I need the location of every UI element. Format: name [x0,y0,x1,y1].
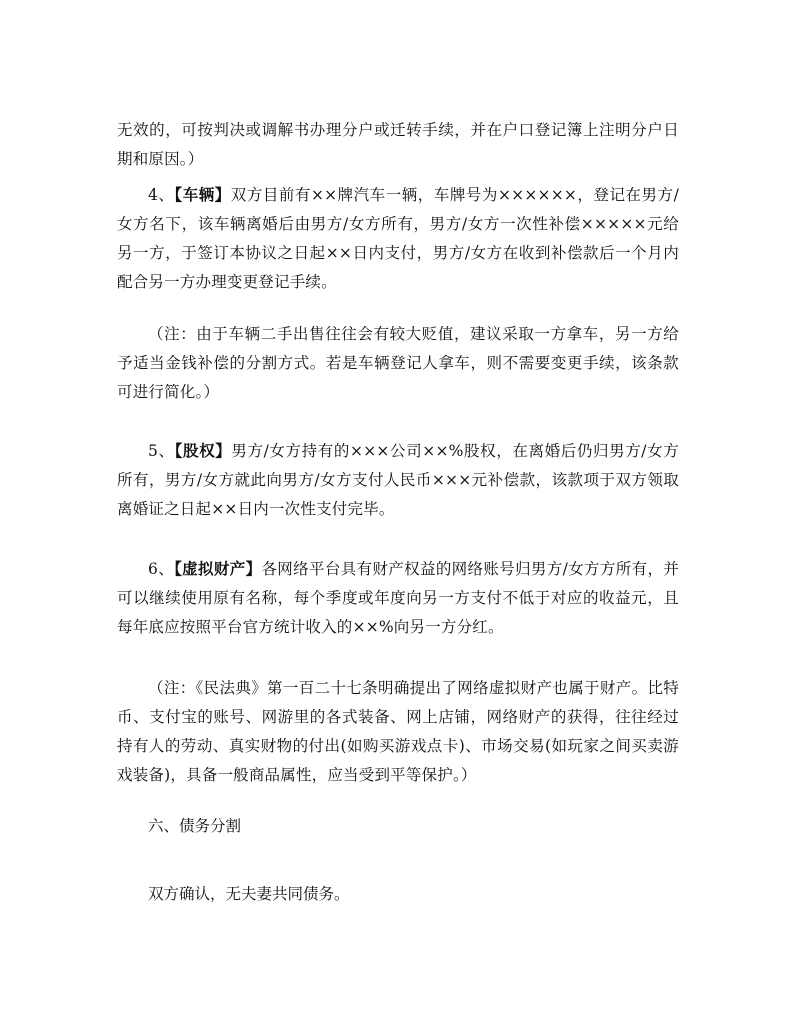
equity-title: 【股权】 [174,441,232,460]
equity-paragraph [117,436,679,524]
vehicle-paragraph [117,180,679,297]
intro-paragraph: 无效的，可按判决或调解书办理分户或迁转手续，并在户口登记簿上注明分户日期和原因。） [117,121,679,168]
vehicle-number: 4、 [148,186,175,204]
virtual-property-paragraph [117,554,679,642]
equity-number: 5、 [148,442,175,460]
vehicle-title: 【车辆】 [174,185,231,204]
virtual-note-paragraph: （注：《民法典》第一百二十七条明确提出了网络虚拟财产也属于财产。比特币、支付宝的账号、网游里的各式装备、网上店铺，网络财产的获得，往往经过持有人的劳动、真实财物的付出(如购买游戏点卡)、市场交易(如玩家之间买卖游戏装备)，具备一般商品属性，应当受到平等保护。） [117,679,679,784]
section-heading-debt: 六、债务分割 [148,817,242,835]
virtual-number: 6、 [148,560,175,578]
virtual-body: 各网络平台具有财产权益的网络账号归男方/女方方所有，并可以继续使用原有名称，每个季度或年度向另一方支付不低于对应的收益元，且每年底应按照平台官方统计收入的××%向另一方分红。 [117,560,680,636]
vehicle-note-paragraph: （注：由于车辆二手出售往往会有较大贬值，建议采取一方拿车，另一方给予适当金钱补偿的分割方式。若是车辆登记人拿车，则不需要变更手续，该条款可进行简化。） [117,325,679,401]
virtual-title: 【虚拟财产】 [174,559,262,578]
equity-body: 男方/女方持有的×××公司××%股权，在离婚后仍归男方/女方所有，男方/女方就此向男方/女方支付人民币×××元补偿款，该款项于双方领取离婚证之日起××日内一次性支付完毕。 [117,442,679,518]
vehicle-body: 双方目前有××牌汽车一辆，车牌号为××××××，登记在男方/女方名下，该车辆离婚后由男方/女方所有，男方/女方一次性补偿×××××元给另一方，于签订本协议之日起××日内支付，男方/女方在收到补偿款后一个月内配合另一方办理变更登记手续。 [117,186,679,291]
debt-paragraph: 双方确认，无夫妻共同债务。 [148,885,350,903]
